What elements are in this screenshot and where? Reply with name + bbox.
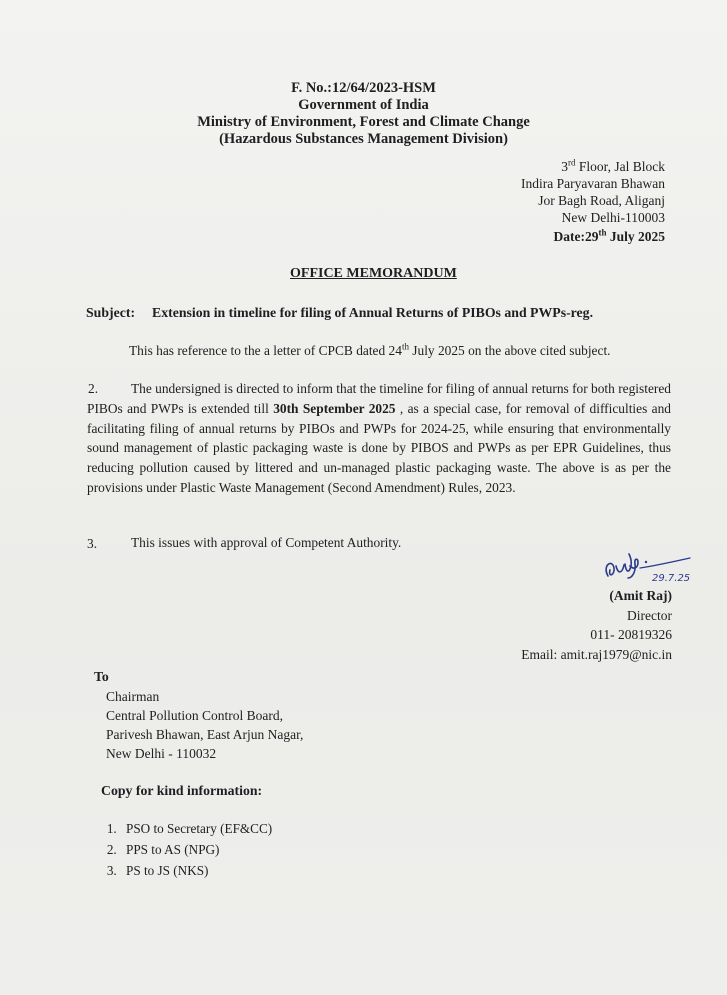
signatory-email: Email: amit.raj1979@nic.in [521,647,672,662]
address-line-floor: 3rd Floor, Jal Block [561,157,665,174]
file-number: F. No.:12/64/2023-HSM [291,80,436,96]
signatory-name: (Amit Raj) [609,588,672,603]
memo-date: Date:29th July 2025 [553,227,665,244]
reference-paragraph: This has reference to the a letter of CPCB dated 24th July 2025 on the above cited subject. [129,341,611,358]
extended-deadline: 30th September 2025 [273,400,396,416]
recipient-line: Chairman [106,689,160,704]
copy-heading: Copy for kind information: [101,783,263,798]
recipient-line: Central Pollution Control Board, [106,708,283,723]
copy-list [98,818,272,881]
signature-date: 29.7.25 [652,573,691,584]
copy-list-item: 3. PS to JS (NKS) [120,860,272,881]
copy-list-item: 1. PSO to Secretary (EF&CC) [120,818,272,839]
recipient-line: Parivesh Bhawan, East Arjun Nagar, [106,727,304,742]
paragraph-2: 2. The undersigned is directed to inform that the timeline for filing of annual returns for both registered PIBOs and PWPs is extended till 30th September 2025 , as a special case, for removal of difficulties and facilitating filing of annual returns by PIBOs and PWPs for 2024-25, while ensuring that environmentally sound management of plastic packaging waste is done by PIBOS and PWPs as per EPR Guidelines, thus reducing pollution caused by littered and un-managed plastic packaging waste. The above is as per the provisions under Plastic Waste Management (Second Amendment) Rules, 2023. [87,381,672,495]
memo-title: OFFICE MEMORANDUM [290,266,457,281]
ministry-line: Ministry of Environment, Forest and Climate Change [197,114,530,130]
signatory-phone: 011- 20819326 [590,627,672,642]
subject-text: Extension in timeline for filing of Annual Returns of PIBOs and PWPs-reg. [152,305,594,320]
paragraph-3-text: This issues with approval of Competent Authority. [131,535,402,550]
signatory-designation: Director [627,608,672,623]
subject-label: Subject: [86,305,136,320]
address-line-city: New Delhi-110003 [561,210,665,225]
address-line-road: Jor Bagh Road, Aliganj [538,193,665,208]
paragraph-3-number: 3. [87,536,98,551]
address-line-bhawan: Indira Paryavaran Bhawan [521,176,665,191]
copy-list-item: 2. PPS to AS (NPG) [120,839,272,860]
division-line: (Hazardous Substances Management Division) [219,131,508,147]
handwritten-signature [594,548,694,590]
to-label: To [94,669,109,684]
recipient-line: New Delhi - 110032 [106,746,217,761]
government-line: Government of India [298,97,429,113]
